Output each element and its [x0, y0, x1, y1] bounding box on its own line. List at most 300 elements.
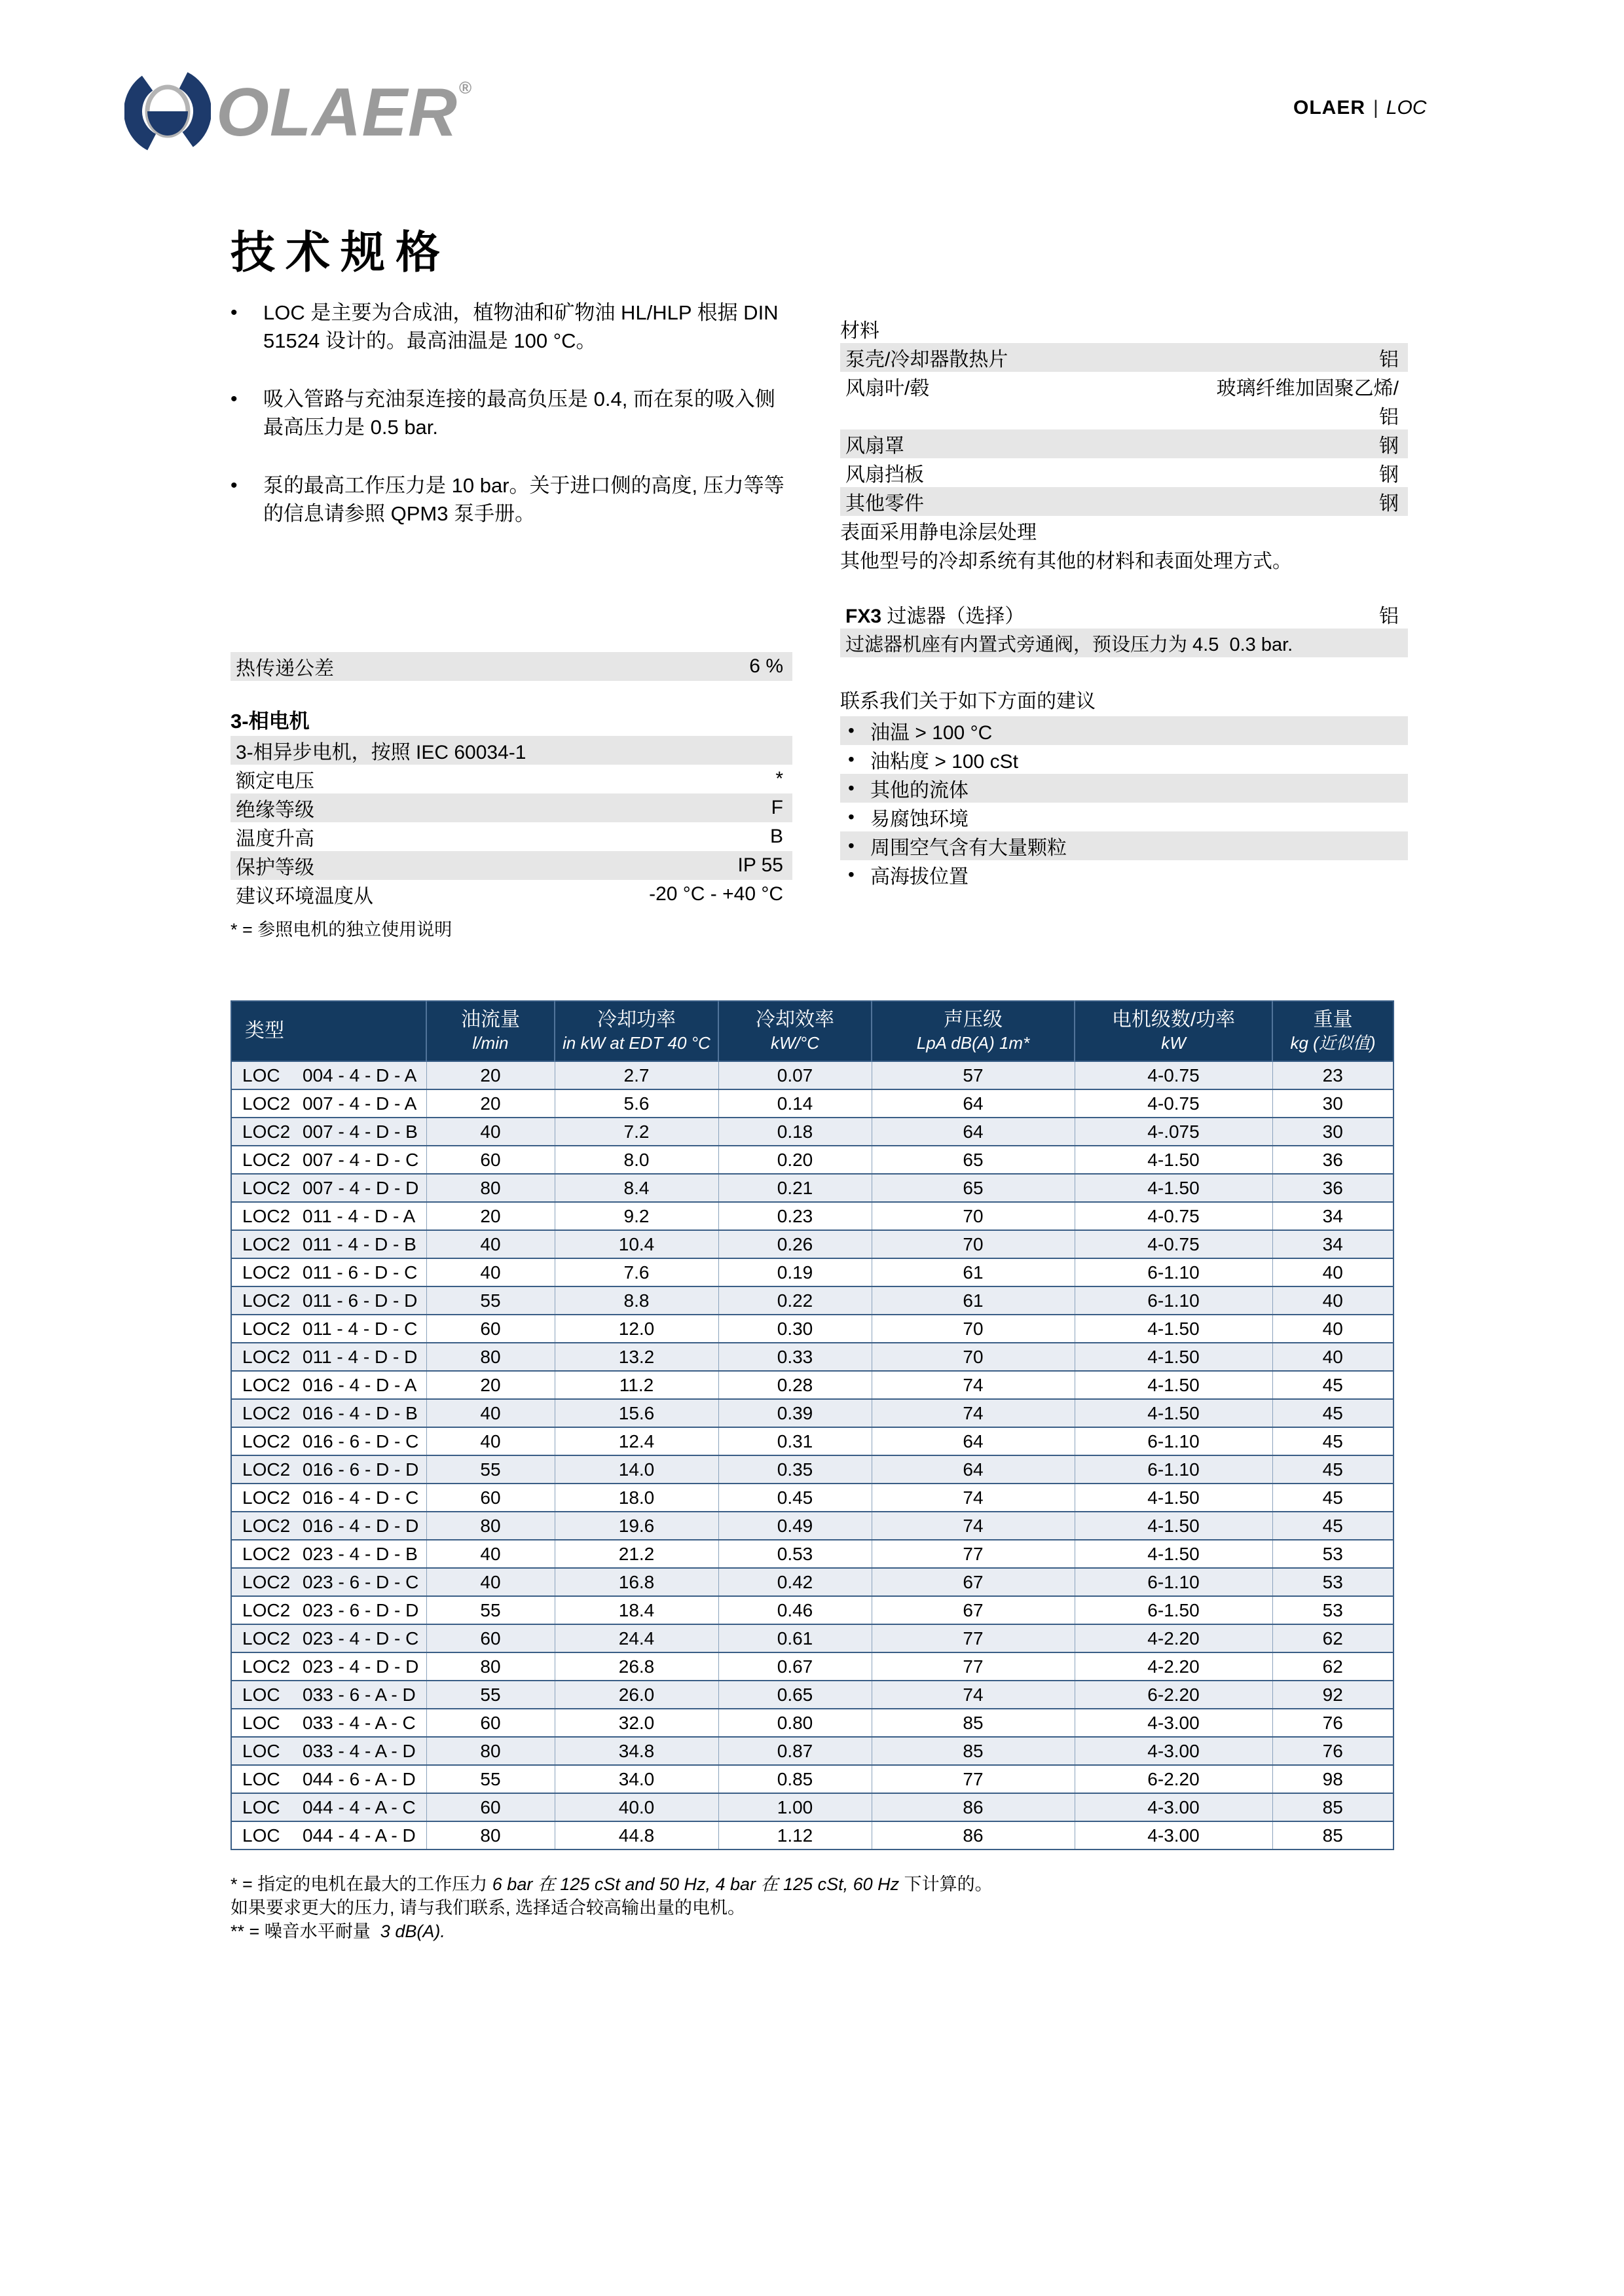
material-row [840, 429, 1408, 458]
material-label: 风扇罩 [845, 435, 904, 457]
cell-oil-flow: 60 [426, 1146, 555, 1174]
cell-motor-poles-power: 4-0.75 [1075, 1089, 1272, 1118]
type-series: LOC2 [242, 1459, 291, 1480]
table-row [231, 1286, 1393, 1315]
cell-motor-poles-power: 6-2.20 [1075, 1765, 1272, 1793]
cell-cooling-power: 34.8 [555, 1737, 718, 1765]
cell-type [231, 1624, 426, 1652]
cell-weight: 40 [1272, 1343, 1393, 1371]
intro-bullet [231, 471, 795, 528]
cell-cooling-efficiency: 0.65 [718, 1681, 872, 1709]
table-row [231, 1089, 1393, 1118]
spec-label: 额定电压 [236, 771, 314, 792]
material-label: 泵壳/冷却器散热片 [845, 349, 1008, 371]
cell-weight: 45 [1272, 1484, 1393, 1512]
advice-item-text: 其他的流体 [870, 780, 969, 801]
spec-label: 3-相异步电机，按照 IEC 60034-1 [236, 742, 526, 763]
type-series: LOC2 [242, 1121, 291, 1142]
table-row [231, 1596, 1393, 1624]
bullet-dot-icon: • [848, 807, 855, 827]
cell-oil-flow: 60 [426, 1624, 555, 1652]
type-series: LOC [242, 1740, 280, 1761]
cell-sound-pressure: 85 [872, 1737, 1075, 1765]
cell-cooling-power: 15.6 [555, 1399, 718, 1427]
materials-note: 表面采用静电涂层处理 [840, 522, 1037, 543]
type-model: 011 - 4 - D - D [303, 1346, 418, 1367]
type-series: LOC [242, 1796, 280, 1817]
spec-value: F [771, 797, 783, 818]
cell-sound-pressure: 77 [872, 1652, 1075, 1681]
bullet-dot-icon: • [231, 302, 238, 323]
page-header-right [1293, 97, 1426, 119]
advice-item-text: 易腐蚀环境 [870, 809, 969, 830]
cell-type [231, 1793, 426, 1821]
type-model: 016 - 4 - D - B [303, 1402, 418, 1423]
cell-oil-flow: 40 [426, 1230, 555, 1258]
material-value: 钢 [1379, 464, 1399, 486]
cell-sound-pressure: 86 [872, 1793, 1075, 1821]
type-model: 016 - 4 - D - A [303, 1374, 417, 1395]
cell-cooling-efficiency: 1.12 [718, 1821, 872, 1850]
advice-item [840, 745, 1408, 774]
cell-motor-poles-power: 4-0.75 [1075, 1061, 1272, 1089]
olaer-logo [124, 54, 517, 172]
cell-sound-pressure: 64 [872, 1427, 1075, 1455]
cell-sound-pressure: 64 [872, 1118, 1075, 1146]
cell-motor-poles-power: 6-1.10 [1075, 1427, 1272, 1455]
cell-type [231, 1371, 426, 1399]
column-title: 类型 [245, 1020, 284, 1042]
olaer-logo-mark-icon [124, 56, 211, 170]
cell-motor-poles-power: 6-1.10 [1075, 1258, 1272, 1286]
table-row [231, 1765, 1393, 1793]
fx3-bypass-note: 过滤器机座有内置式旁通阀，预设压力为 4.5 0.3 bar. [840, 629, 1408, 657]
cell-type [231, 1427, 426, 1455]
spec-row [231, 736, 792, 765]
cell-type [231, 1596, 426, 1624]
cell-motor-poles-power: 4-3.00 [1075, 1709, 1272, 1737]
cell-type [231, 1146, 426, 1174]
table-row [231, 1652, 1393, 1681]
cell-cooling-efficiency: 0.80 [718, 1709, 872, 1737]
cell-oil-flow: 55 [426, 1286, 555, 1315]
cell-sound-pressure: 74 [872, 1484, 1075, 1512]
cell-sound-pressure: 74 [872, 1371, 1075, 1399]
cell-sound-pressure: 65 [872, 1146, 1075, 1174]
intro-bullet-list [231, 299, 795, 558]
type-series: LOC2 [242, 1402, 291, 1423]
cell-weight: 85 [1272, 1793, 1393, 1821]
cell-weight: 76 [1272, 1737, 1393, 1765]
type-model: 016 - 6 - D - C [303, 1430, 419, 1451]
table-row [231, 1315, 1393, 1343]
column-title: 电机级数/功率 [1111, 1009, 1236, 1030]
material-label: 风扇挡板 [845, 464, 924, 486]
cell-oil-flow: 80 [426, 1737, 555, 1765]
cell-motor-poles-power: 4-3.00 [1075, 1737, 1272, 1765]
cell-oil-flow: 60 [426, 1484, 555, 1512]
bullet-dot-icon: • [231, 475, 238, 496]
cell-weight: 23 [1272, 1061, 1393, 1089]
advice-item-text: 油粘度 > 100 cSt [870, 751, 1018, 773]
intro-bullet-text: LOC 是主要为合成油，植物油和矿物油 HL/HLP 根据 DIN 51524 设计的。最高油温是 100 °C。 [263, 301, 779, 352]
header-product: LOC [1386, 97, 1427, 118]
cell-cooling-efficiency: 0.20 [718, 1146, 872, 1174]
cell-oil-flow: 40 [426, 1258, 555, 1286]
cell-weight: 85 [1272, 1821, 1393, 1850]
cell-cooling-power: 8.4 [555, 1174, 718, 1202]
advice-item [840, 803, 1408, 831]
table-row [231, 1540, 1393, 1568]
page-title: 技术规格 [231, 228, 451, 278]
bullet-dot-icon: • [848, 835, 855, 856]
cell-weight: 40 [1272, 1258, 1393, 1286]
table-row [231, 1118, 1393, 1146]
type-model: 004 - 4 - D - A [303, 1065, 417, 1085]
material-label: 风扇叶/毂 [845, 378, 930, 399]
table-row [231, 1568, 1393, 1596]
cell-sound-pressure: 61 [872, 1258, 1075, 1286]
cell-oil-flow: 20 [426, 1202, 555, 1230]
type-series: LOC2 [242, 1656, 291, 1677]
type-model: 011 - 4 - D - B [303, 1233, 416, 1254]
cell-oil-flow: 40 [426, 1427, 555, 1455]
spec-label: 保护等级 [236, 857, 314, 879]
column-unit: kg (近似值) [1290, 1033, 1376, 1053]
cell-weight: 34 [1272, 1230, 1393, 1258]
spec-value: * [775, 768, 783, 790]
advice-list [840, 716, 1408, 889]
type-model: 016 - 6 - D - D [303, 1459, 419, 1480]
intro-bullet-text: 吸入管路与充油泵连接的最高负压是 0.4, 而在泵的吸入侧最高压力是 0.5 bar. [263, 388, 775, 439]
column-title: 声压级 [944, 1009, 1003, 1030]
type-series: LOC2 [242, 1430, 291, 1451]
material-value: 铝 [1379, 407, 1399, 428]
cell-cooling-power: 11.2 [555, 1371, 718, 1399]
advice-item-text: 油温 > 100 °C [870, 722, 993, 744]
material-row [840, 372, 1408, 401]
spec-row [231, 793, 792, 822]
cell-cooling-power: 8.8 [555, 1286, 718, 1315]
cell-cooling-power: 24.4 [555, 1624, 718, 1652]
cell-cooling-power: 7.6 [555, 1258, 718, 1286]
material-row [840, 458, 1408, 487]
cell-weight: 53 [1272, 1568, 1393, 1596]
advice-item-text: 周围空气含有大量颗粒 [870, 837, 1067, 859]
motor-section-heading: 3-相电机 [231, 710, 310, 733]
cell-motor-poles-power: 4-1.50 [1075, 1343, 1272, 1371]
fx3-filter-row [840, 600, 1408, 629]
cell-sound-pressure: 65 [872, 1174, 1075, 1202]
advice-item [840, 774, 1408, 803]
cell-sound-pressure: 70 [872, 1343, 1075, 1371]
cell-cooling-power: 12.4 [555, 1427, 718, 1455]
cell-weight: 45 [1272, 1427, 1393, 1455]
cell-cooling-efficiency: 0.45 [718, 1484, 872, 1512]
type-series: LOC [242, 1684, 280, 1705]
cell-type [231, 1315, 426, 1343]
table-row [231, 1202, 1393, 1230]
type-model: 044 - 6 - A - D [303, 1768, 416, 1789]
cell-motor-poles-power: 4-0.75 [1075, 1230, 1272, 1258]
cell-type [231, 1230, 426, 1258]
cell-cooling-power: 8.0 [555, 1146, 718, 1174]
table-row [231, 1709, 1393, 1737]
material-value: 玻璃纤维加固聚乙烯/ [1216, 378, 1399, 399]
cell-cooling-power: 14.0 [555, 1455, 718, 1484]
cell-weight: 40 [1272, 1286, 1393, 1315]
cell-motor-poles-power: 4-.075 [1075, 1118, 1272, 1146]
type-series: LOC2 [242, 1599, 291, 1620]
table-row [231, 1343, 1393, 1371]
cell-cooling-efficiency: 0.18 [718, 1118, 872, 1146]
cell-type [231, 1258, 426, 1286]
cell-motor-poles-power: 4-3.00 [1075, 1793, 1272, 1821]
bullet-dot-icon: • [848, 864, 855, 884]
materials-rows [840, 343, 1408, 516]
cell-motor-poles-power: 4-2.20 [1075, 1624, 1272, 1652]
spec-value: 6 % [749, 655, 783, 677]
cell-motor-poles-power: 6-1.10 [1075, 1455, 1272, 1484]
cell-type [231, 1202, 426, 1230]
cell-oil-flow: 80 [426, 1174, 555, 1202]
cell-cooling-efficiency: 0.39 [718, 1399, 872, 1427]
material-value: 钢 [1379, 435, 1399, 457]
cell-cooling-efficiency: 0.26 [718, 1230, 872, 1258]
cell-motor-poles-power: 6-1.10 [1075, 1286, 1272, 1315]
cell-oil-flow: 80 [426, 1343, 555, 1371]
type-model: 044 - 4 - A - C [303, 1796, 416, 1817]
motor-spec-rows [231, 736, 792, 909]
cell-sound-pressure: 64 [872, 1089, 1075, 1118]
material-label: 其他零件 [845, 493, 924, 515]
column-header [1075, 1001, 1272, 1061]
material-row [840, 487, 1408, 516]
cell-motor-poles-power: 4-1.50 [1075, 1146, 1272, 1174]
materials-heading: 材料 [840, 320, 879, 342]
cell-cooling-power: 44.8 [555, 1821, 718, 1850]
cell-sound-pressure: 67 [872, 1596, 1075, 1624]
spec-label: 热传递公差 [236, 658, 334, 680]
cell-type [231, 1343, 426, 1371]
type-series: LOC2 [242, 1205, 291, 1226]
column-title: 冷却效率 [756, 1009, 834, 1030]
cell-type [231, 1118, 426, 1146]
cell-cooling-efficiency: 0.42 [718, 1568, 872, 1596]
cell-cooling-efficiency: 0.22 [718, 1286, 872, 1315]
spec-label: 绝缘等级 [236, 799, 314, 821]
cell-cooling-efficiency: 0.21 [718, 1174, 872, 1202]
cell-cooling-power: 18.4 [555, 1596, 718, 1624]
cell-sound-pressure: 85 [872, 1709, 1075, 1737]
cell-cooling-efficiency: 0.49 [718, 1512, 872, 1540]
cell-motor-poles-power: 4-0.75 [1075, 1202, 1272, 1230]
cell-motor-poles-power: 6-1.10 [1075, 1568, 1272, 1596]
cell-weight: 98 [1272, 1765, 1393, 1793]
cell-type [231, 1652, 426, 1681]
cell-sound-pressure: 70 [872, 1315, 1075, 1343]
cell-sound-pressure: 77 [872, 1540, 1075, 1568]
cell-sound-pressure: 86 [872, 1821, 1075, 1850]
material-row [840, 401, 1408, 429]
intro-bullet [231, 385, 795, 441]
cell-motor-poles-power: 4-1.50 [1075, 1174, 1272, 1202]
type-model: 011 - 6 - D - C [303, 1262, 418, 1283]
cell-weight: 40 [1272, 1315, 1393, 1343]
advice-item [840, 860, 1408, 889]
materials-note: 其他型号的冷却系统有其他的材料和表面处理方式。 [840, 551, 1292, 572]
type-model: 011 - 6 - D - D [303, 1290, 418, 1311]
spec-value: B [769, 826, 783, 847]
cell-oil-flow: 40 [426, 1540, 555, 1568]
cell-motor-poles-power: 4-1.50 [1075, 1315, 1272, 1343]
cell-cooling-power: 26.8 [555, 1652, 718, 1681]
table-row [231, 1399, 1393, 1427]
header-brand: OLAER [1293, 97, 1365, 118]
cell-cooling-efficiency: 0.07 [718, 1061, 872, 1089]
cell-type [231, 1061, 426, 1089]
cell-sound-pressure: 70 [872, 1230, 1075, 1258]
cell-cooling-power: 5.6 [555, 1089, 718, 1118]
cell-weight: 45 [1272, 1399, 1393, 1427]
type-model: 023 - 6 - D - C [303, 1571, 419, 1592]
column-header [231, 1001, 426, 1061]
advice-heading: 联系我们关于如下方面的建议 [840, 691, 1096, 712]
material-value: 钢 [1379, 493, 1399, 515]
cell-oil-flow: 80 [426, 1821, 555, 1850]
cell-cooling-efficiency: 1.00 [718, 1793, 872, 1821]
type-series: LOC2 [242, 1233, 291, 1254]
motor-footnote: * = 参照电机的独立使用说明 [231, 920, 452, 939]
cell-cooling-efficiency: 0.46 [718, 1596, 872, 1624]
type-series: LOC2 [242, 1149, 291, 1170]
cell-cooling-power: 16.8 [555, 1568, 718, 1596]
bullet-dot-icon: • [848, 720, 855, 740]
cell-oil-flow: 80 [426, 1512, 555, 1540]
bullet-dot-icon: • [848, 749, 855, 769]
type-model: 033 - 6 - A - D [303, 1684, 416, 1705]
cell-cooling-power: 26.0 [555, 1681, 718, 1709]
type-series: LOC [242, 1065, 280, 1085]
cell-weight: 30 [1272, 1118, 1393, 1146]
table-row [231, 1737, 1393, 1765]
cell-oil-flow: 20 [426, 1061, 555, 1089]
cell-motor-poles-power: 4-2.20 [1075, 1652, 1272, 1681]
cell-cooling-efficiency: 0.14 [718, 1089, 872, 1118]
cell-oil-flow: 60 [426, 1315, 555, 1343]
cell-type [231, 1540, 426, 1568]
table-row [231, 1230, 1393, 1258]
cell-cooling-efficiency: 0.23 [718, 1202, 872, 1230]
cell-cooling-power: 7.2 [555, 1118, 718, 1146]
material-row [840, 343, 1408, 372]
cell-sound-pressure: 74 [872, 1399, 1075, 1427]
cell-type [231, 1484, 426, 1512]
type-model: 011 - 4 - D - A [303, 1205, 416, 1226]
cell-type [231, 1765, 426, 1793]
heat-transfer-row [231, 652, 792, 681]
cell-type [231, 1174, 426, 1202]
cell-sound-pressure: 61 [872, 1286, 1075, 1315]
fx3-label: FX3 过滤器（选择） [845, 606, 1025, 627]
footnote-line: 如果要求更大的压力, 请与我们联系, 选择适合较高输出量的电机。 [231, 1898, 746, 1918]
table-header-row [231, 1001, 1393, 1061]
type-series: LOC [242, 1825, 280, 1846]
spec-value: IP 55 [737, 854, 783, 876]
cell-weight: 36 [1272, 1146, 1393, 1174]
type-series: LOC2 [242, 1262, 291, 1283]
cell-motor-poles-power: 4-1.50 [1075, 1371, 1272, 1399]
cell-weight: 62 [1272, 1652, 1393, 1681]
column-title: 重量 [1313, 1009, 1353, 1030]
table-row [231, 1681, 1393, 1709]
cell-sound-pressure: 74 [872, 1512, 1075, 1540]
table-row [231, 1512, 1393, 1540]
cell-cooling-efficiency: 0.61 [718, 1624, 872, 1652]
advice-item [840, 831, 1408, 860]
cell-sound-pressure: 57 [872, 1061, 1075, 1089]
type-model: 007 - 4 - D - A [303, 1093, 417, 1114]
cell-cooling-power: 18.0 [555, 1484, 718, 1512]
cell-weight: 45 [1272, 1455, 1393, 1484]
type-series: LOC2 [242, 1515, 291, 1536]
type-series: LOC2 [242, 1571, 291, 1592]
cell-cooling-power: 34.0 [555, 1765, 718, 1793]
type-model: 033 - 4 - A - D [303, 1740, 416, 1761]
spec-row [231, 880, 792, 909]
cell-sound-pressure: 70 [872, 1202, 1075, 1230]
cell-weight: 45 [1272, 1512, 1393, 1540]
cell-cooling-power: 21.2 [555, 1540, 718, 1568]
cell-motor-poles-power: 6-1.50 [1075, 1596, 1272, 1624]
table-row [231, 1371, 1393, 1399]
type-series: LOC2 [242, 1290, 291, 1311]
table-row [231, 1146, 1393, 1174]
column-unit: kW/°C [771, 1033, 819, 1053]
column-unit: kW [1161, 1033, 1186, 1053]
spec-table [231, 1000, 1394, 1850]
cell-cooling-power: 13.2 [555, 1343, 718, 1371]
cell-cooling-efficiency: 0.33 [718, 1343, 872, 1371]
cell-oil-flow: 55 [426, 1455, 555, 1484]
cell-weight: 76 [1272, 1709, 1393, 1737]
registered-mark: ® [459, 77, 472, 98]
bullet-dot-icon: • [848, 778, 855, 798]
cell-motor-poles-power: 4-1.50 [1075, 1399, 1272, 1427]
column-title: 冷却功率 [597, 1009, 676, 1030]
cell-cooling-power: 10.4 [555, 1230, 718, 1258]
cell-weight: 30 [1272, 1089, 1393, 1118]
cell-weight: 45 [1272, 1371, 1393, 1399]
cell-sound-pressure: 64 [872, 1455, 1075, 1484]
type-series: LOC2 [242, 1628, 291, 1649]
type-series: LOC [242, 1768, 280, 1789]
cell-oil-flow: 55 [426, 1681, 555, 1709]
type-model: 033 - 4 - A - C [303, 1712, 416, 1733]
table-row [231, 1258, 1393, 1286]
cell-oil-flow: 60 [426, 1793, 555, 1821]
cell-cooling-efficiency: 0.30 [718, 1315, 872, 1343]
table-row [231, 1455, 1393, 1484]
spec-row [231, 822, 792, 851]
cell-sound-pressure: 74 [872, 1681, 1075, 1709]
type-series: LOC2 [242, 1374, 291, 1395]
intro-bullet-text: 泵的最高工作压力是 10 bar。关于进口侧的高度, 压力等等的信息请参照 QPM3 泵手册。 [263, 474, 784, 525]
cell-motor-poles-power: 4-1.50 [1075, 1512, 1272, 1540]
type-model: 016 - 4 - D - C [303, 1487, 419, 1508]
cell-cooling-power: 40.0 [555, 1793, 718, 1821]
spec-value: -20 °C - +40 °C [649, 883, 783, 905]
